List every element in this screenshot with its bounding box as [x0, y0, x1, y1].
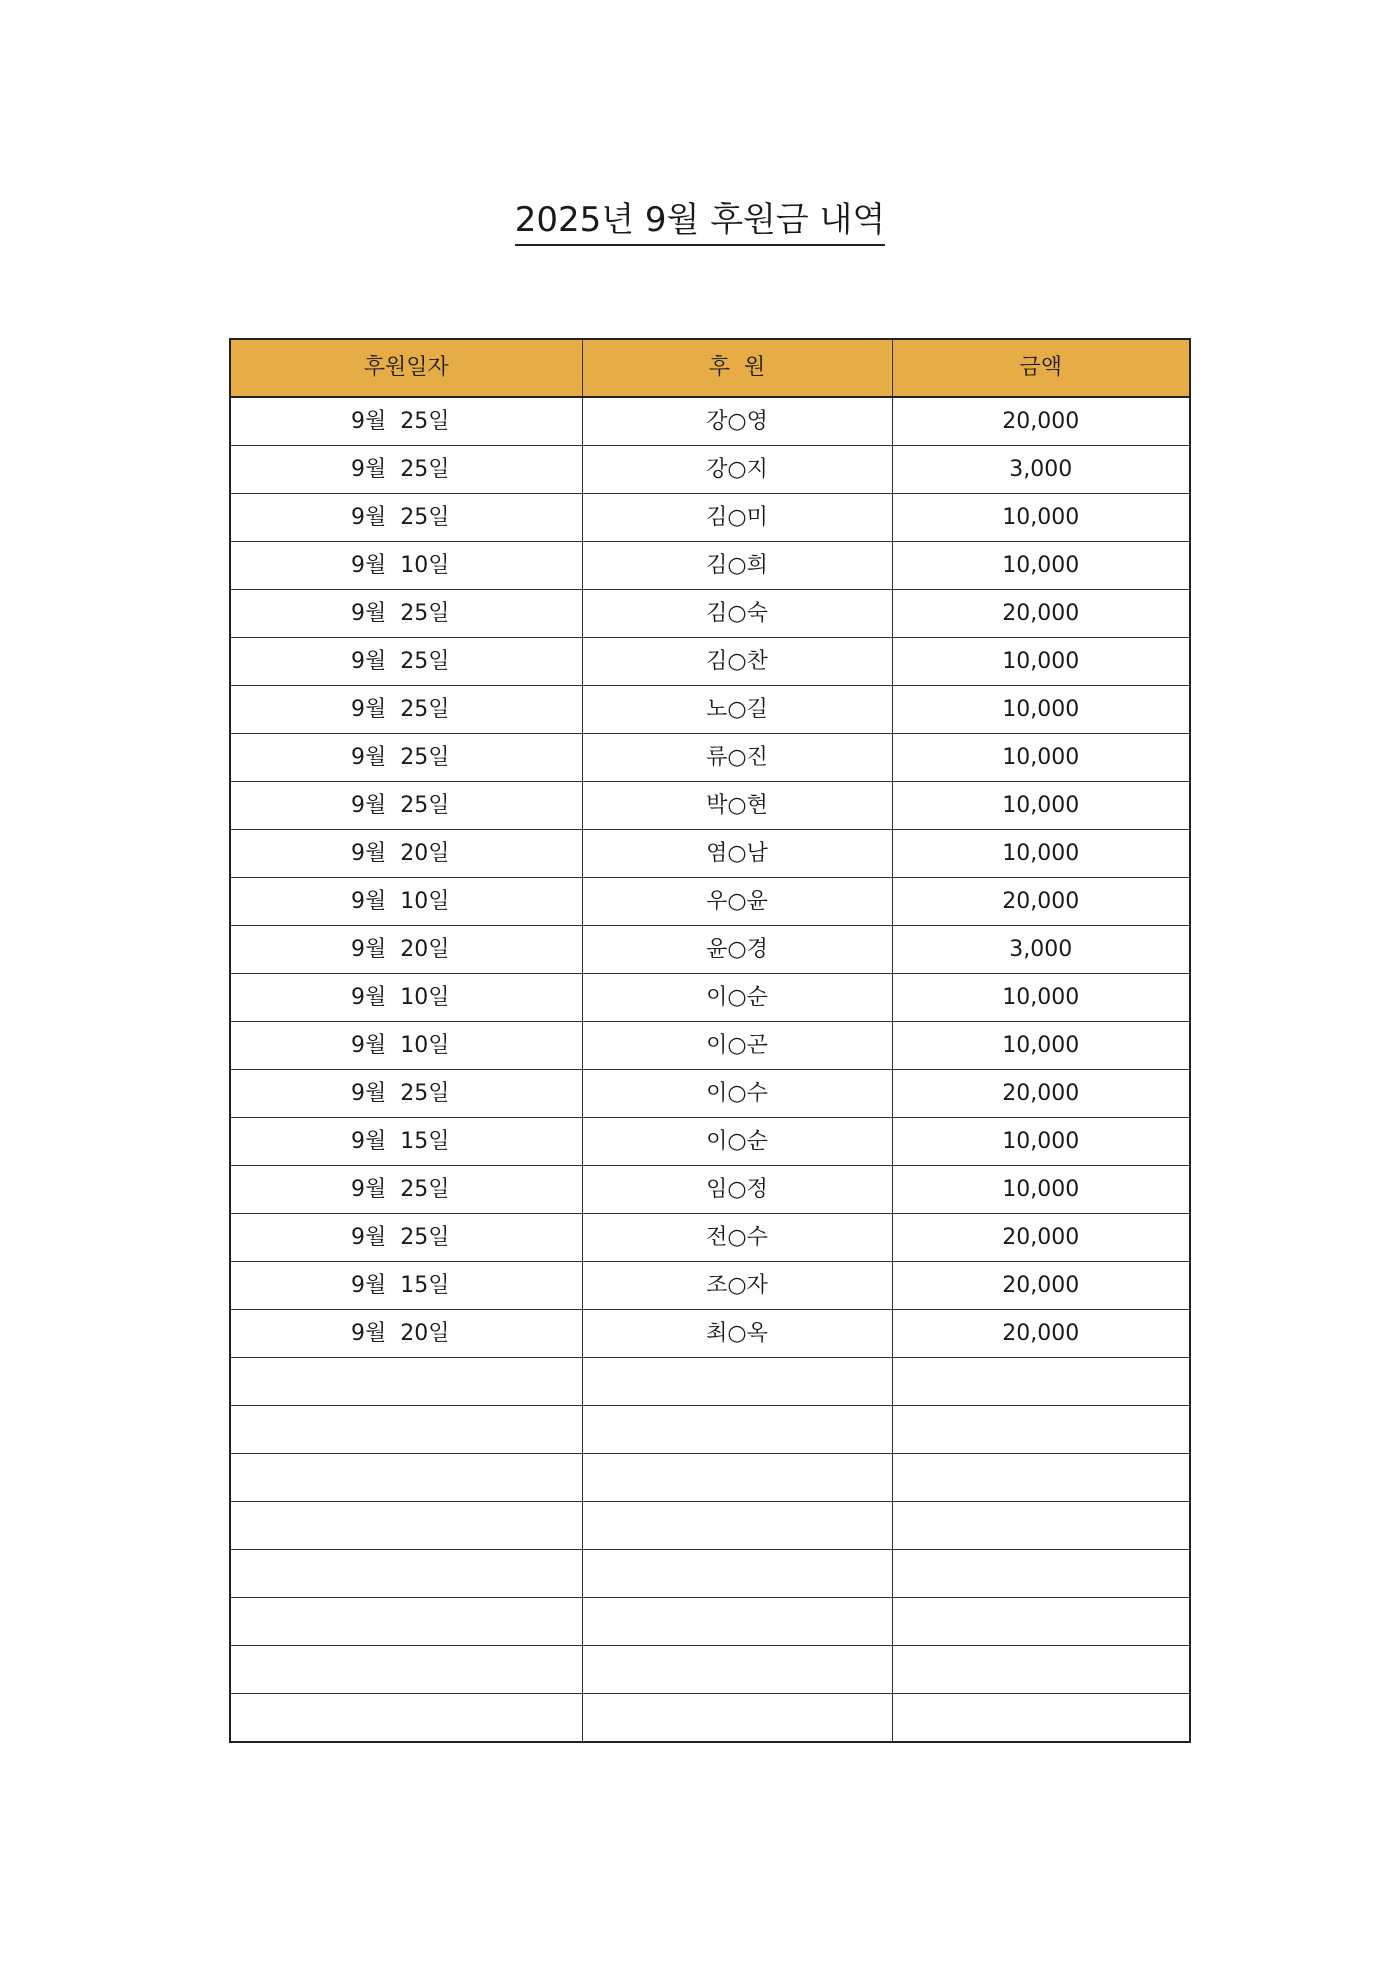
cell-amount: 10,000 [892, 686, 1190, 734]
empty-cell [230, 1502, 582, 1550]
cell-date: 9월 15일 [230, 1262, 582, 1310]
cell-date: 9월 20일 [230, 830, 582, 878]
table-row [230, 734, 1190, 782]
cell-date: 9월 25일 [230, 686, 582, 734]
table-body [230, 397, 1190, 1742]
cell-date: 9월 25일 [230, 590, 582, 638]
empty-table-row [230, 1646, 1190, 1694]
cell-donor: 이○곤 [582, 1022, 892, 1070]
cell-date: 9월 10일 [230, 1022, 582, 1070]
table-row [230, 494, 1190, 542]
cell-date: 9월 10일 [230, 878, 582, 926]
empty-table-row [230, 1502, 1190, 1550]
empty-table-row [230, 1694, 1190, 1743]
cell-date: 9월 20일 [230, 1310, 582, 1358]
cell-amount: 10,000 [892, 830, 1190, 878]
cell-amount: 20,000 [892, 1070, 1190, 1118]
empty-cell [230, 1358, 582, 1406]
header-donor: 후 원 [582, 339, 892, 397]
table-row [230, 542, 1190, 590]
table-row [230, 830, 1190, 878]
cell-donor: 이○순 [582, 1118, 892, 1166]
table-row [230, 1166, 1190, 1214]
table-row [230, 926, 1190, 974]
cell-donor: 최○옥 [582, 1310, 892, 1358]
empty-table-row [230, 1598, 1190, 1646]
cell-amount: 10,000 [892, 542, 1190, 590]
empty-cell [582, 1550, 892, 1598]
empty-cell [230, 1646, 582, 1694]
cell-amount: 10,000 [892, 782, 1190, 830]
table-row [230, 1310, 1190, 1358]
cell-date: 9월 25일 [230, 1166, 582, 1214]
cell-date: 9월 25일 [230, 1070, 582, 1118]
cell-amount: 10,000 [892, 974, 1190, 1022]
cell-donor: 윤○경 [582, 926, 892, 974]
table-row [230, 590, 1190, 638]
empty-cell [582, 1598, 892, 1646]
cell-donor: 김○숙 [582, 590, 892, 638]
cell-date: 9월 10일 [230, 542, 582, 590]
cell-amount: 10,000 [892, 638, 1190, 686]
cell-amount: 20,000 [892, 590, 1190, 638]
header-amount: 금액 [892, 339, 1190, 397]
cell-donor: 우○윤 [582, 878, 892, 926]
cell-amount: 20,000 [892, 1310, 1190, 1358]
cell-donor: 염○남 [582, 830, 892, 878]
cell-amount: 20,000 [892, 1214, 1190, 1262]
cell-donor: 전○수 [582, 1214, 892, 1262]
empty-table-row [230, 1358, 1190, 1406]
cell-date: 9월 25일 [230, 397, 582, 446]
empty-cell [582, 1406, 892, 1454]
donation-table-wrap [229, 338, 1189, 1743]
cell-amount: 10,000 [892, 494, 1190, 542]
table-row [230, 878, 1190, 926]
cell-amount: 10,000 [892, 1118, 1190, 1166]
cell-donor: 노○길 [582, 686, 892, 734]
empty-cell [582, 1454, 892, 1502]
empty-cell [582, 1646, 892, 1694]
table-row [230, 446, 1190, 494]
cell-date: 9월 20일 [230, 926, 582, 974]
empty-cell [230, 1598, 582, 1646]
empty-cell [892, 1406, 1190, 1454]
empty-cell [230, 1550, 582, 1598]
cell-donor: 이○순 [582, 974, 892, 1022]
table-row [230, 974, 1190, 1022]
cell-donor: 강○영 [582, 397, 892, 446]
empty-cell [582, 1694, 892, 1743]
cell-date: 9월 15일 [230, 1118, 582, 1166]
empty-table-row [230, 1406, 1190, 1454]
empty-cell [892, 1502, 1190, 1550]
cell-donor: 이○수 [582, 1070, 892, 1118]
cell-donor: 류○진 [582, 734, 892, 782]
empty-cell [582, 1358, 892, 1406]
cell-amount: 10,000 [892, 734, 1190, 782]
table-header-row [230, 339, 1190, 397]
empty-cell [892, 1550, 1190, 1598]
cell-donor: 임○정 [582, 1166, 892, 1214]
cell-donor: 박○현 [582, 782, 892, 830]
empty-cell [892, 1598, 1190, 1646]
cell-date: 9월 25일 [230, 446, 582, 494]
page-title: 2025년 9월 후원금 내역 [515, 198, 886, 246]
cell-date: 9월 25일 [230, 638, 582, 686]
cell-amount: 20,000 [892, 878, 1190, 926]
cell-date: 9월 25일 [230, 734, 582, 782]
empty-table-row [230, 1454, 1190, 1502]
header-date: 후원일자 [230, 339, 582, 397]
cell-donor: 김○희 [582, 542, 892, 590]
empty-cell [230, 1694, 582, 1743]
empty-cell [230, 1454, 582, 1502]
cell-amount: 20,000 [892, 397, 1190, 446]
cell-date: 9월 10일 [230, 974, 582, 1022]
table-row [230, 638, 1190, 686]
cell-donor: 김○미 [582, 494, 892, 542]
cell-amount: 3,000 [892, 926, 1190, 974]
donation-table [229, 338, 1191, 1743]
empty-cell [582, 1502, 892, 1550]
cell-donor: 김○찬 [582, 638, 892, 686]
cell-amount: 10,000 [892, 1166, 1190, 1214]
empty-cell [892, 1358, 1190, 1406]
cell-date: 9월 25일 [230, 782, 582, 830]
cell-donor: 강○지 [582, 446, 892, 494]
table-row [230, 1214, 1190, 1262]
table-row [230, 1262, 1190, 1310]
empty-cell [892, 1694, 1190, 1743]
table-row [230, 1070, 1190, 1118]
cell-amount: 20,000 [892, 1262, 1190, 1310]
table-row [230, 686, 1190, 734]
table-row [230, 1118, 1190, 1166]
cell-donor: 조○자 [582, 1262, 892, 1310]
empty-cell [892, 1454, 1190, 1502]
cell-amount: 3,000 [892, 446, 1190, 494]
table-row [230, 397, 1190, 446]
cell-amount: 10,000 [892, 1022, 1190, 1070]
table-row [230, 782, 1190, 830]
empty-table-row [230, 1550, 1190, 1598]
empty-cell [892, 1646, 1190, 1694]
cell-date: 9월 25일 [230, 494, 582, 542]
cell-date: 9월 25일 [230, 1214, 582, 1262]
page-title-wrap [0, 198, 1400, 246]
table-row [230, 1022, 1190, 1070]
empty-cell [230, 1406, 582, 1454]
